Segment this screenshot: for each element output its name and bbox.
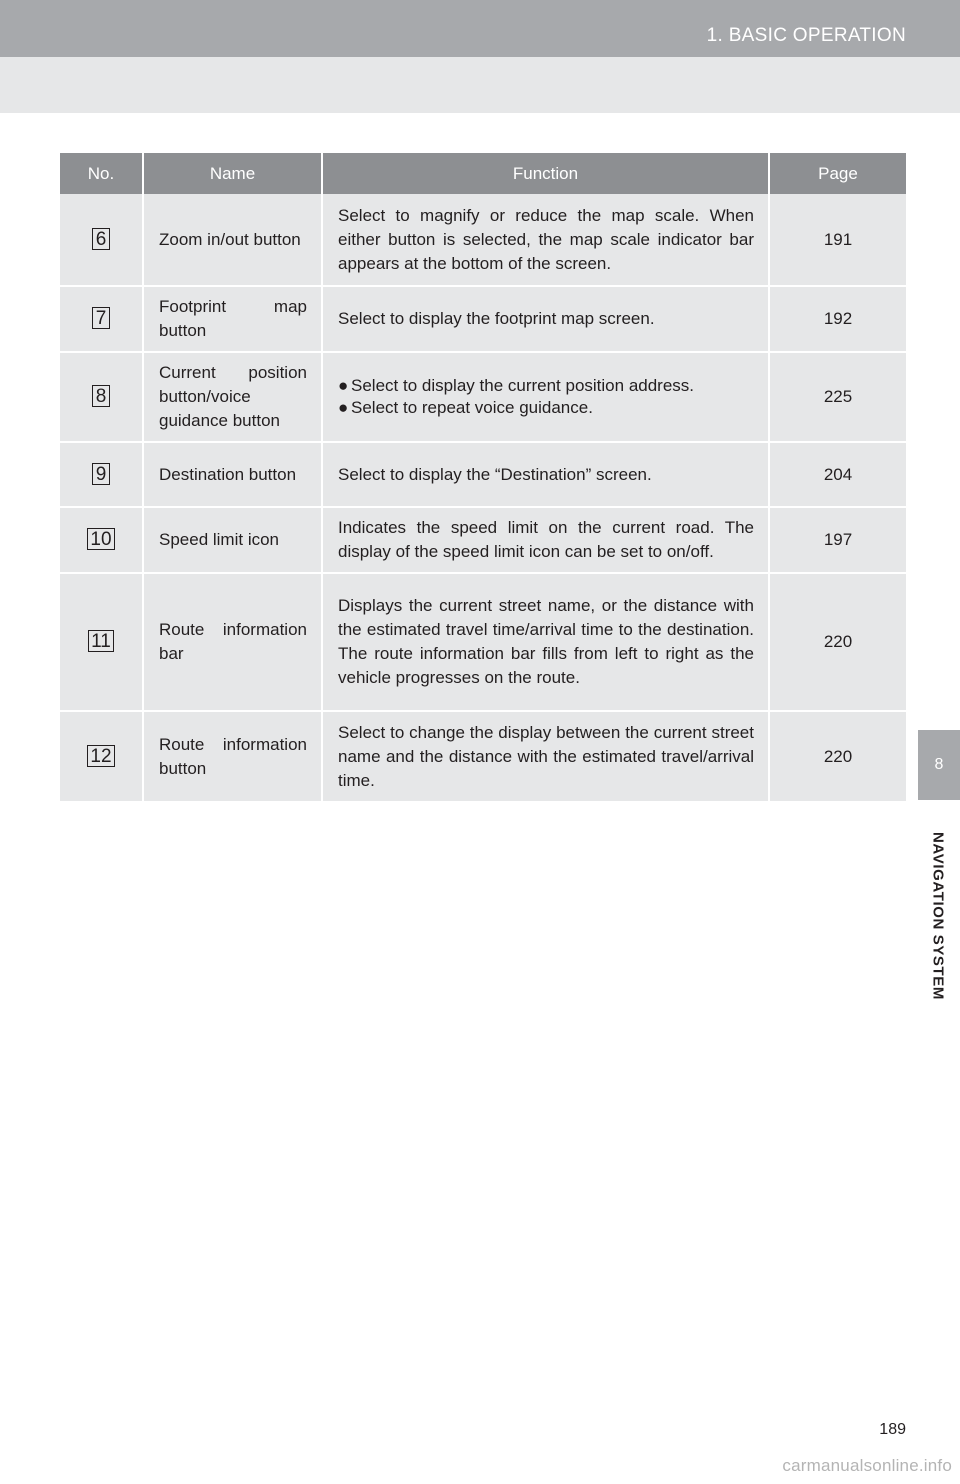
item-function: Select to display the footprint map screen. bbox=[322, 286, 769, 352]
item-number: 9 bbox=[92, 463, 110, 485]
item-function: Indicates the speed limit on the current road. The display of the speed limit icon can be set to on/off. bbox=[322, 507, 769, 573]
item-name: Current position button/voice guidance button bbox=[143, 352, 322, 442]
item-name: Destination button bbox=[143, 442, 322, 507]
item-number: 8 bbox=[92, 385, 110, 407]
header-page: Page bbox=[769, 153, 906, 194]
table-row bbox=[60, 352, 906, 442]
header-bar bbox=[0, 0, 960, 57]
section-title: 1. BASIC OPERATION bbox=[706, 25, 906, 46]
item-page: 197 bbox=[769, 507, 906, 573]
header-name: Name bbox=[143, 153, 322, 194]
item-page: 225 bbox=[769, 352, 906, 442]
watermark: carmanualsonline.info bbox=[782, 1456, 952, 1475]
bullet-item: ● Select to repeat voice guidance. bbox=[338, 398, 593, 417]
item-number: 6 bbox=[92, 228, 110, 250]
header-band bbox=[0, 57, 960, 113]
page-number: 189 bbox=[879, 1421, 906, 1438]
item-name: Speed limit icon bbox=[143, 507, 322, 573]
item-number: 11 bbox=[88, 630, 114, 652]
table-row bbox=[60, 507, 906, 573]
item-function: Select to display the “Destination” screen. bbox=[322, 442, 769, 507]
item-page: 220 bbox=[769, 573, 906, 711]
header-no: No. bbox=[60, 153, 143, 194]
item-function-list bbox=[322, 352, 769, 442]
item-page: 191 bbox=[769, 194, 906, 286]
item-page: 204 bbox=[769, 442, 906, 507]
function-table bbox=[60, 153, 906, 801]
table-row bbox=[60, 194, 906, 286]
item-name: Footprint map button bbox=[143, 286, 322, 352]
item-number: 12 bbox=[87, 745, 114, 767]
chapter-title: NAVIGATION SYSTEM bbox=[929, 832, 947, 1000]
table-row bbox=[60, 286, 906, 352]
chapter-number: 8 bbox=[934, 756, 944, 773]
item-function: Displays the current street name, or the distance with the estimated travel time/arrival time to the destination. The route information bar fills from left to right as the vehicle progresses on the route. bbox=[322, 573, 769, 711]
bullet-item: ● Select to display the current position address. bbox=[338, 376, 695, 395]
item-name: Zoom in/out button bbox=[143, 194, 322, 286]
item-page: 220 bbox=[769, 711, 906, 801]
table-row bbox=[60, 573, 906, 711]
bullet-icon: ● bbox=[338, 376, 349, 395]
chapter-tab bbox=[918, 730, 960, 800]
item-number: 7 bbox=[92, 307, 110, 329]
item-name: Route information bar bbox=[143, 573, 322, 711]
table-row bbox=[60, 442, 906, 507]
bullet-icon: ● bbox=[338, 398, 349, 417]
item-page: 192 bbox=[769, 286, 906, 352]
table-header-row bbox=[60, 153, 906, 194]
item-function: Select to change the display between the current street name and the distance with the estimated travel/arrival time. bbox=[322, 711, 769, 801]
item-number: 10 bbox=[87, 528, 114, 550]
item-name: Route information button bbox=[143, 711, 322, 801]
header-function: Function bbox=[322, 153, 769, 194]
item-function: Select to magnify or reduce the map scale. When either button is selected, the map scale indicator bar appears at the bottom of the screen. bbox=[322, 194, 769, 286]
table-row bbox=[60, 711, 906, 801]
